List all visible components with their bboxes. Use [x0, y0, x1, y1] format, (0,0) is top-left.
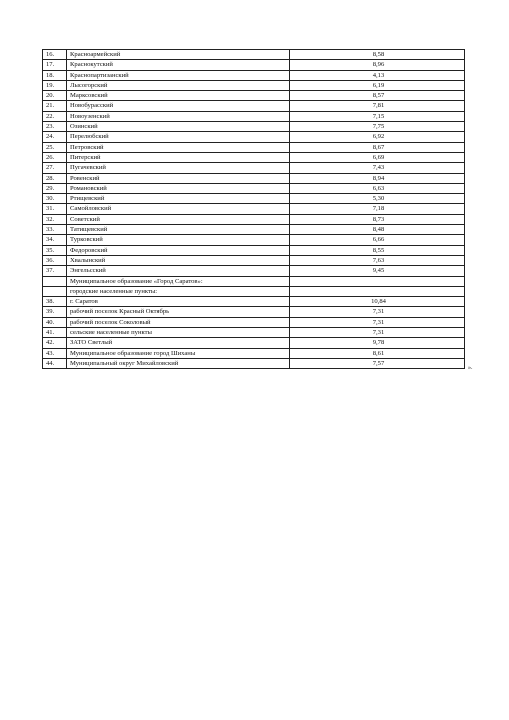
row-number: 27. [43, 163, 67, 173]
district-name: Ровенский [67, 173, 290, 183]
coefficient-value: 8,58 [290, 50, 465, 60]
coefficient-value: 6,66 [290, 235, 465, 245]
row-number: 25. [43, 142, 67, 152]
row-number: 20. [43, 91, 67, 101]
coefficient-value [290, 286, 465, 296]
district-name: Самойловский [67, 204, 290, 214]
table-row [43, 91, 465, 101]
district-name: ЗАТО Светлый [67, 338, 290, 348]
district-name: Ртищевский [67, 194, 290, 204]
row-number: 41. [43, 328, 67, 338]
table-row [43, 60, 465, 70]
row-number: 36. [43, 255, 67, 265]
coefficient-value: 7,31 [290, 307, 465, 317]
district-name: Романовский [67, 183, 290, 193]
table-row [43, 122, 465, 132]
section-heading: Муниципальное образование «Город Саратов»: [67, 276, 290, 286]
coefficient-value: 8,94 [290, 173, 465, 183]
row-number: 23. [43, 122, 67, 132]
row-number: 37. [43, 266, 67, 276]
closing-quote-mark: ». [468, 365, 473, 371]
table-row [43, 204, 465, 214]
row-number: 33. [43, 225, 67, 235]
row-number: 30. [43, 194, 67, 204]
coefficient-value: 10,84 [290, 297, 465, 307]
coefficient-value: 8,55 [290, 245, 465, 255]
coefficient-value: 7,31 [290, 328, 465, 338]
row-number: 18. [43, 70, 67, 80]
district-name: Красноармейский [67, 50, 290, 60]
coefficient-table [42, 49, 465, 369]
coefficient-value: 8,67 [290, 142, 465, 152]
table-row [43, 101, 465, 111]
table-row [43, 142, 465, 152]
table-row [43, 276, 465, 286]
table-row [43, 348, 465, 358]
district-name: Питерский [67, 152, 290, 162]
row-number: 19. [43, 80, 67, 90]
coefficient-value: 8,73 [290, 214, 465, 224]
district-name: Энгельсский [67, 266, 290, 276]
row-number: 32. [43, 214, 67, 224]
district-name: Татищевский [67, 225, 290, 235]
row-number: 24. [43, 132, 67, 142]
district-name: Лысогорский [67, 80, 290, 90]
row-number: 26. [43, 152, 67, 162]
table-row [43, 286, 465, 296]
table-row [43, 266, 465, 276]
coefficient-value: 8,57 [290, 91, 465, 101]
table-row [43, 255, 465, 265]
coefficient-value [290, 276, 465, 286]
table-row [43, 214, 465, 224]
district-name: Новобурасский [67, 101, 290, 111]
table-row [43, 358, 465, 368]
coefficient-value: 6,63 [290, 183, 465, 193]
table-row [43, 245, 465, 255]
row-number: 38. [43, 297, 67, 307]
coefficient-value: 7,15 [290, 111, 465, 121]
row-number: 35. [43, 245, 67, 255]
coefficient-value: 8,96 [290, 60, 465, 70]
table-row [43, 297, 465, 307]
district-name: г. Саратов [67, 297, 290, 307]
coefficient-value: 8,61 [290, 348, 465, 358]
row-number: 39. [43, 307, 67, 317]
row-number: 28. [43, 173, 67, 183]
district-name: Хвалынский [67, 255, 290, 265]
district-name: Марксовский [67, 91, 290, 101]
coefficient-value: 7,75 [290, 122, 465, 132]
section-heading: городские населенные пункты: [67, 286, 290, 296]
row-number [43, 276, 67, 286]
coefficient-value: 7,31 [290, 317, 465, 327]
district-name: Краснопартизанский [67, 70, 290, 80]
row-number: 42. [43, 338, 67, 348]
row-number: 44. [43, 358, 67, 368]
table-row [43, 111, 465, 121]
district-name: Перелюбский [67, 132, 290, 142]
coefficient-value: 7,63 [290, 255, 465, 265]
row-number: 29. [43, 183, 67, 193]
table-row [43, 173, 465, 183]
table-row [43, 235, 465, 245]
row-number: 17. [43, 60, 67, 70]
coefficient-value: 9,78 [290, 338, 465, 348]
coefficient-value: 9,45 [290, 266, 465, 276]
district-name: Новоузенский [67, 111, 290, 121]
district-name: Озинский [67, 122, 290, 132]
coefficient-value: 7,81 [290, 101, 465, 111]
row-number: 16. [43, 50, 67, 60]
coefficient-value: 5,30 [290, 194, 465, 204]
coefficient-value: 7,43 [290, 163, 465, 173]
table-row [43, 225, 465, 235]
table-row [43, 328, 465, 338]
table-row [43, 50, 465, 60]
coefficient-value: 4,13 [290, 70, 465, 80]
district-name: Петровский [67, 142, 290, 152]
coefficient-value: 7,57 [290, 358, 465, 368]
table-row [43, 183, 465, 193]
coefficient-value: 8,48 [290, 225, 465, 235]
table-row [43, 132, 465, 142]
row-number: 21. [43, 101, 67, 111]
table-row [43, 338, 465, 348]
row-number: 31. [43, 204, 67, 214]
row-number: 40. [43, 317, 67, 327]
district-name: Краснокутский [67, 60, 290, 70]
row-number: 22. [43, 111, 67, 121]
table-row [43, 163, 465, 173]
district-name: Советский [67, 214, 290, 224]
district-name: Пугачевский [67, 163, 290, 173]
coefficient-value: 6,19 [290, 80, 465, 90]
coefficient-value: 7,18 [290, 204, 465, 214]
coefficient-value: 6,69 [290, 152, 465, 162]
coefficient-value: 6,92 [290, 132, 465, 142]
district-name: рабочий поселок Соколовый [67, 317, 290, 327]
district-name: рабочий поселок Красный Октябрь [67, 307, 290, 317]
table-row [43, 152, 465, 162]
district-name: сельские населенные пункты [67, 328, 290, 338]
district-name: Федоровский [67, 245, 290, 255]
district-name: Муниципальное образование город Шиханы [67, 348, 290, 358]
table-row [43, 317, 465, 327]
table-row [43, 70, 465, 80]
table-row [43, 307, 465, 317]
row-number: 34. [43, 235, 67, 245]
district-name: Турковский [67, 235, 290, 245]
row-number: 43. [43, 348, 67, 358]
district-name: Муниципальный округ Михайловский [67, 358, 290, 368]
row-number [43, 286, 67, 296]
table-row [43, 80, 465, 90]
table-row [43, 194, 465, 204]
table-body [43, 50, 465, 369]
